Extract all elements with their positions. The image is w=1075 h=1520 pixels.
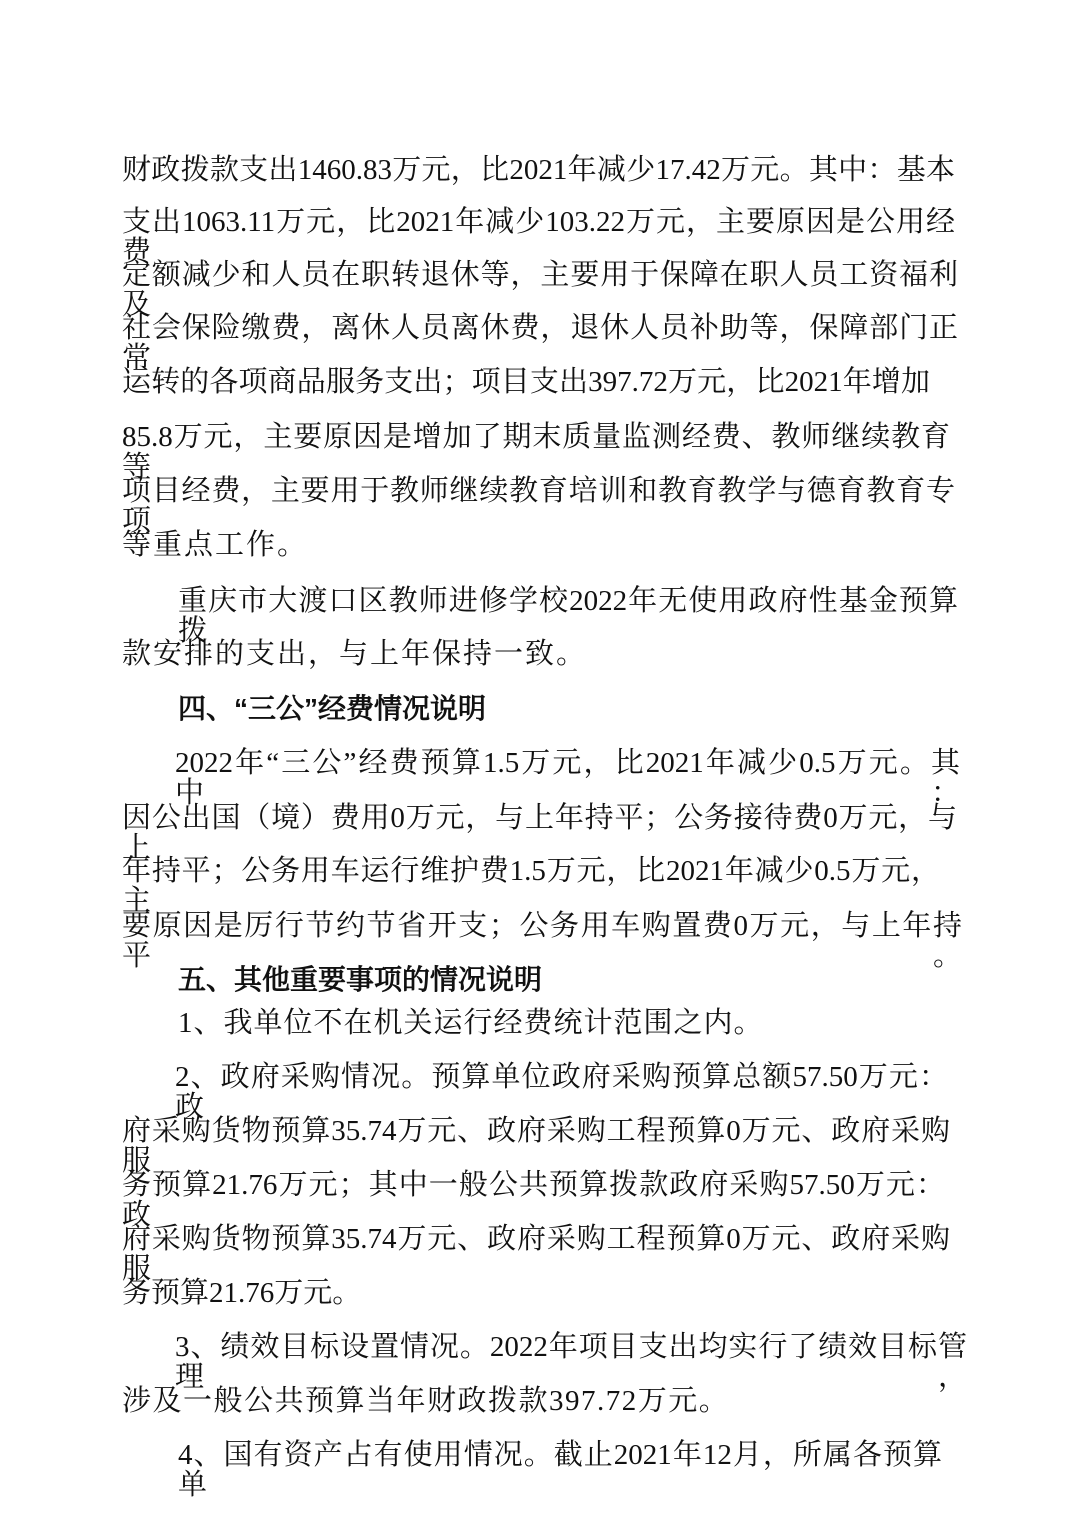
paragraph-line: 定额减少和人员在职转退休等，主要用于保障在职人员工资福利及 <box>122 259 958 321</box>
paragraph-line: 3、绩效目标设置情况。2022年项目支出均实行了绩效目标管理， <box>175 1331 967 1393</box>
paragraph-line: 款安排的支出，与上年保持一致。 <box>122 638 588 670</box>
paragraph-line: 因公出国（境）费用0万元，与上年持平；公务接待费0万元，与上 <box>122 802 957 864</box>
paragraph-line: 涉及一般公共预算当年财政拨款397.72万元。 <box>122 1385 730 1417</box>
paragraph-line: 务预算21.76万元。 <box>122 1277 362 1309</box>
paragraph-line: 重庆市大渡口区教师进修学校2022年无使用政府性基金预算拨 <box>178 585 958 647</box>
paragraph-line: 社会保险缴费，离休人员离休费，退休人员补助等，保障部门正常 <box>122 312 958 374</box>
paragraph-line: 等重点工作。 <box>122 529 309 561</box>
paragraph-line: 财政拨款支出1460.83万元，比2021年减少17.42万元。其中：基本 <box>122 154 955 186</box>
paragraph-line: 府采购货物预算35.74万元、政府采购工程预算0万元、政府采购服 <box>122 1115 950 1177</box>
section-heading-five: 五、其他重要事项的情况说明 <box>178 964 543 995</box>
paragraph-line: 要原因是厉行节约节省开支；公务用车购置费0万元，与上年持平。 <box>122 910 962 972</box>
paragraph-line: 项目经费，主要用于教师继续教育培训和教育教学与德育教育专项 <box>122 475 955 537</box>
section-heading-four: 四、“三公”经费情况说明 <box>178 693 487 724</box>
paragraph-line: 2、政府采购情况。预算单位政府采购预算总额57.50万元：政 <box>175 1061 948 1123</box>
paragraph-line: 1、我单位不在机关运行经费统计范围之内。 <box>178 1007 764 1039</box>
paragraph-line: 运转的各项商品服务支出；项目支出397.72万元，比2021年增加 <box>122 366 930 398</box>
paragraph-line: 府采购货物预算35.74万元、政府采购工程预算0万元、政府采购服 <box>122 1223 950 1285</box>
paragraph-line: 务预算21.76万元；其中一般公共预算拨款政府采购57.50万元：政 <box>122 1169 945 1231</box>
paragraph-line: 4、国有资产占有使用情况。截止2021年12月，所属各预算单 <box>178 1439 942 1501</box>
paragraph-line: 85.8万元，主要原因是增加了期末质量监测经费、教师继续教育等 <box>122 421 950 483</box>
paragraph-line: 年持平；公务用车运行维护费1.5万元，比2021年减少0.5万元，主 <box>122 855 940 917</box>
paragraph-line: 2022年“三公”经费预算1.5万元，比2021年减少0.5万元。其中： <box>175 747 960 809</box>
paragraph-line: 支出1063.11万元，比2021年减少103.22万元，主要原因是公用经费 <box>122 206 955 268</box>
